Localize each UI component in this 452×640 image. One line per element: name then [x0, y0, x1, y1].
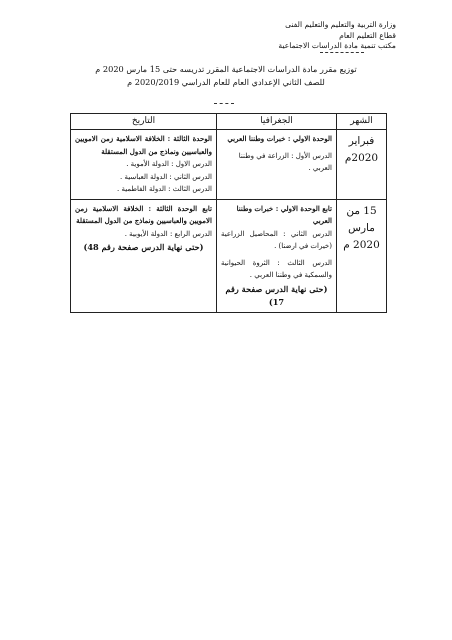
history-lesson: الدرس الاول : الدولة الأموية .	[126, 160, 212, 168]
document-title	[60, 63, 392, 89]
geography-page-note: (حتى نهاية الدرس صفحة رقم 17)	[225, 283, 328, 307]
history-cell	[71, 199, 217, 312]
history-lesson: الدرس الرابع : الدولة الأيوبية .	[124, 229, 212, 238]
office-name: مكتب تنمية مادة الدراسات الاجتماعية	[278, 41, 396, 50]
history-cell	[71, 130, 217, 200]
history-lesson: الدرس الثاني : الدولة العباسية .	[120, 172, 212, 181]
month-cell: 15 من مارس 2020 م	[337, 199, 387, 312]
curriculum-table	[70, 113, 387, 313]
month-cell: فبراير 2020م	[337, 130, 387, 200]
geography-cell	[217, 130, 337, 200]
history-unit: تابع الوحدة الثالثة : الخلافة الاسلامية زمن الامويين والعباسيين ونماذج من الدول المستقلة	[75, 203, 212, 225]
history-unit: الوحدة الثالثة : الخلافة الاسلامية زمن الامويين والعباسيين ونماذج من الدول المستقلة	[75, 134, 212, 156]
geography-lesson: الدرس الثاني : المحاصيل الزراعية (خيرات في ارضنا) .	[221, 229, 332, 250]
geography-lesson: الدرس الأول : الزراعة في وطننا العربي .	[238, 151, 332, 172]
title-line-2: للصف الثاني الإعدادي العام للعام الدراسي 2020/2019 م	[127, 77, 325, 87]
ministry-name: وزارة التربية والتعليم والتعليم الفنى	[285, 20, 396, 29]
history-lesson: الدرس الثالث : الدولة الفاطمية .	[117, 185, 212, 193]
header-geography: الجغرافيا	[217, 114, 337, 130]
table-header-row	[71, 114, 387, 130]
geography-unit: الوحدة الاولي : خبرات وطننا العربي	[227, 134, 332, 143]
history-page-note: (حتى نهاية الدرس صفحة رقم 48)	[83, 242, 204, 252]
geography-unit: تابع الوحدة الاولي : خبرات وطننا العربي	[236, 203, 332, 225]
header-history: التاريخ	[71, 114, 217, 130]
geography-cell	[217, 199, 337, 312]
title-line-1: توزيع مقرر مادة الدراسات الاجتماعية المقرر تدريسه حتى 15 مارس 2020 م	[95, 64, 357, 74]
sector-name: قطاع التعليم العام	[339, 30, 396, 40]
table-row	[71, 130, 387, 200]
header-divider	[320, 52, 364, 53]
title-divider	[214, 103, 234, 104]
header-month: الشهر	[337, 114, 387, 130]
ministry-header	[216, 20, 396, 52]
geography-lesson: الدرس الثالث : الثروة الحيوانية والسمكية في وطننا العربي .	[221, 258, 332, 279]
table-row	[71, 199, 387, 312]
